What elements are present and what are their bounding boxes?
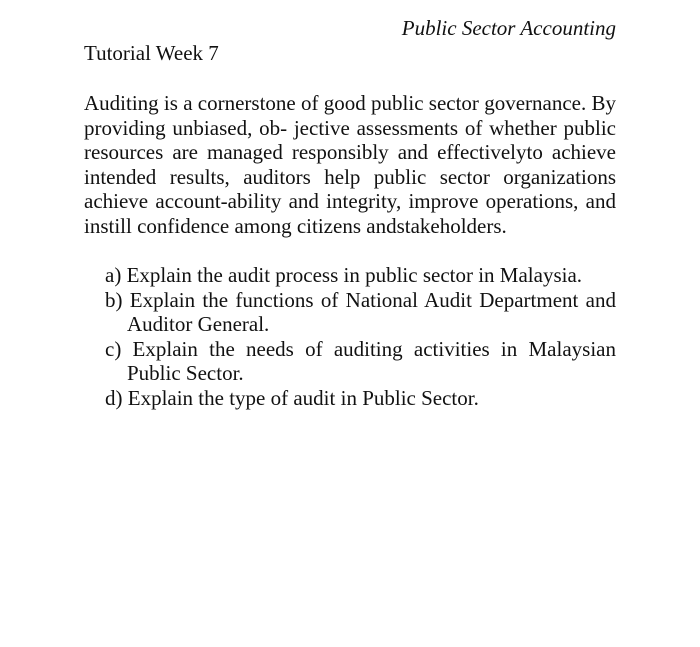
question-d: d) Explain the type of audit in Public Sector. xyxy=(105,385,479,410)
question-c: c) Explain the needs of auditing activities in Malaysian Public Sector. xyxy=(105,336,616,386)
question-a: a) Explain the audit process in public sector in Malaysia. xyxy=(105,263,583,287)
intro-paragraph: Auditing is a cornerstone of good public sector governance. By providing unbiased, ob- jective assessments of whether public resources are managed responsibly and effectivelyto achieve intended results, auditors help public sector organizations achieve account-ability and integrity, improve operations, and instill confidence among citizens andstakeholders. xyxy=(84,91,616,238)
tutorial-week-label: Tutorial Week 7 xyxy=(84,41,219,65)
question-list xyxy=(105,263,616,411)
question-b: b) Explain the functions of National Audit Department and Auditor General. xyxy=(105,287,616,337)
course-title: Public Sector Accounting xyxy=(401,16,616,40)
